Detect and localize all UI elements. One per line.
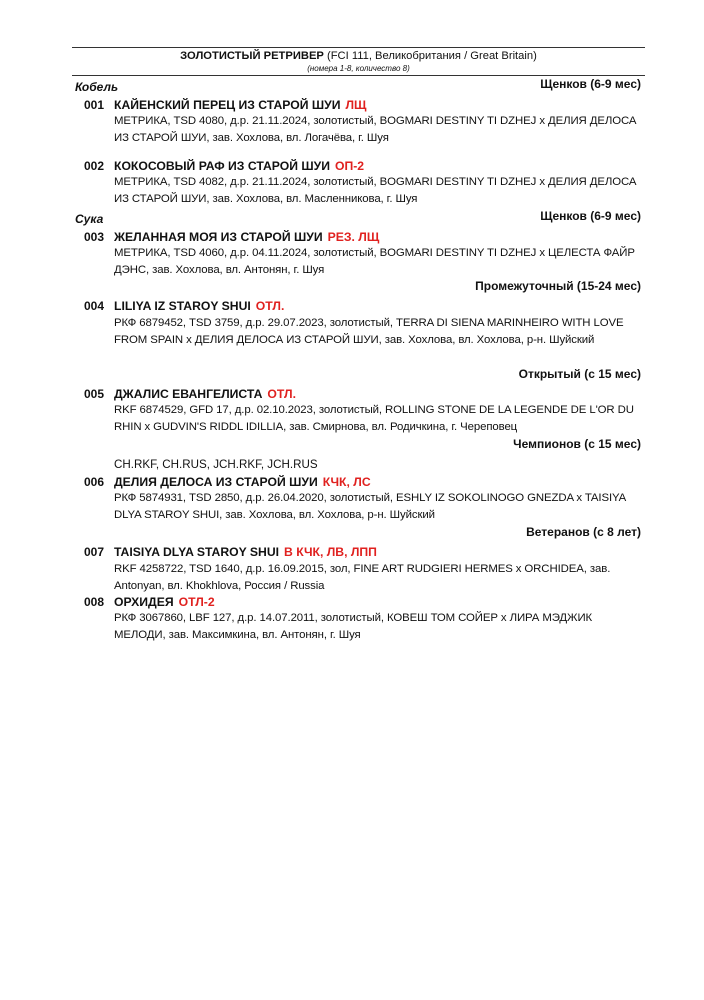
entry-number: 002 (84, 159, 105, 173)
breed-name: ЗОЛОТИСТЫЙ РЕТРИВЕР (180, 50, 324, 62)
breed-info: (FCI 111, Великобритания / Great Britain) (326, 50, 537, 62)
entry-title (114, 97, 366, 113)
dog-name: КОКОСОВЫЙ РАФ ИЗ СТАРОЙ ШУИ (114, 159, 330, 173)
dog-titles: CH.RKF, CH.RUS, JCH.RKF, JCH.RUS (114, 458, 318, 471)
dog-grade: ОТЛ. (255, 299, 285, 313)
dog-info: МЕТРИКА, TSD 4080, д.р. 21.11.2024, золотистый, BOGMARI DESTINY TI DZHEJ x ДЕЛИЯ ДЕЛОСА ИЗ СТАРОЙ ШУИ, зав. Хохлова, вл. Логачёва, г. Шуя (114, 115, 637, 144)
dog-info: RKF 6874529, GFD 17, д.р. 02.10.2023, золотистый, ROLLING STONE DE LA LEGENDE DE L'OR DU RHIN x GUDVIN'S RIDDL IDILLIA, зав. Смирнова, вл. Родичкина, г. Череповец (114, 404, 634, 433)
entry-title (114, 229, 379, 245)
numbering-note: (номера 1-8, количество 8) (307, 64, 410, 73)
dog-name: ДЕЛИЯ ДЕЛОСА ИЗ СТАРОЙ ШУИ (114, 475, 318, 489)
entry-number: 001 (84, 98, 105, 112)
dog-name: TAISIYA DLYA STAROY SHUI (114, 545, 280, 559)
class-heading-veteran: Ветеранов (с 8 лет) (526, 525, 641, 539)
entry-number: 003 (84, 230, 105, 244)
dog-info: МЕТРИКА, TSD 4060, д.р. 04.11.2024, золотистый, BOGMARI DESTINY TI DZHEJ x ЦЕЛЕСТА ФАЙР ДЭНС, зав. Хохлова, вл. Антонян, г. Шуя (114, 247, 635, 276)
dog-grade: ЛЩ (345, 98, 367, 112)
breed-title (72, 50, 645, 63)
class-heading-open: Открытый (с 15 мес) (518, 367, 641, 381)
dog-grade: РЕЗ. ЛЩ (327, 230, 380, 244)
header-bottom-rule (72, 75, 645, 76)
entry-number: 006 (84, 475, 105, 489)
class-heading-puppy-male: Щенков (6-9 мес) (540, 77, 641, 91)
dog-grade: ОТЛ. (267, 387, 296, 401)
class-heading-intermediate: Промежуточный (15-24 мес) (475, 279, 641, 293)
class-heading-champion: Чемпионов (с 15 мес) (513, 437, 641, 451)
entry-title (114, 386, 296, 402)
dog-info: РКФ 6879452, TSD 3759, д.р. 29.07.2023, золотистый, TERRA DI SIENA MARINHEIRO WITH LOVE FROM SPAIN x ДЕЛИЯ ДЕЛОСА ИЗ СТАРОЙ ШУИ, зав. Хохлова, вл. Хохлова, р-н. Шуйский (114, 317, 624, 346)
section-label-male: Кобель (75, 80, 119, 94)
entry-number: 007 (84, 545, 105, 559)
dog-grade: КЧК, ЛС (322, 475, 371, 489)
dog-name: ДЖАЛИС ЕВАНГЕЛИСТА (114, 387, 263, 401)
dog-info: МЕТРИКА, TSD 4082, д.р. 21.11.2024, золотистый, BOGMARI DESTINY TI DZHEJ x ДЕЛИЯ ДЕЛОСА ИЗ СТАРОЙ ШУИ, зав. Хохлова, вл. Масленникова, г. Шуя (114, 176, 637, 205)
dog-name: LILIYA IZ STAROY SHUI (114, 299, 251, 313)
class-heading-puppy-female: Щенков (6-9 мес) (540, 209, 641, 223)
dog-grade: В КЧК, ЛВ, ЛПП (284, 545, 377, 559)
entry-number: 004 (84, 299, 105, 313)
entry-title (114, 594, 215, 610)
section-label-female: Сука (75, 212, 104, 226)
dog-info: RKF 4258722, TSD 1640, д.р. 16.09.2015, зол, FINE ART RUDGIERI HERMES x ORCHIDEA, зав. Antonyan, вл. Khokhlova, Россия / Russia (114, 563, 611, 592)
entry-title (114, 474, 371, 490)
entry-title (114, 544, 377, 560)
dog-grade: ОТЛ-2 (178, 595, 215, 609)
entry-title (114, 298, 284, 314)
header-top-rule (72, 47, 645, 48)
dog-name: ЖЕЛАННАЯ МОЯ ИЗ СТАРОЙ ШУИ (114, 230, 323, 244)
dog-info: РКФ 3067860, LBF 127, д.р. 14.07.2011, золотистый, КОВЕШ ТОМ СОЙЕР x ЛИРА МЭДЖИК МЕЛОДИ, зав. Максимкина, вл. Антонян, г. Шуя (114, 612, 593, 641)
dog-name: ОРХИДЕЯ (114, 595, 174, 609)
dog-name: КАЙЕНСКИЙ ПЕРЕЦ ИЗ СТАРОЙ ШУИ (114, 98, 341, 112)
dog-grade: ОП-2 (334, 159, 365, 173)
entry-number: 005 (84, 387, 105, 401)
entry-number: 008 (84, 595, 105, 609)
entry-title (114, 158, 364, 174)
dog-info: РКФ 5874931, TSD 2850, д.р. 26.04.2020, золотистый, ESHLY IZ SOKOLINOGO GNEZDA x TAISIYA DLYA STAROY SHUI, зав. Хохлова, вл. Хохлова, р-н. Шуйский (114, 492, 626, 521)
